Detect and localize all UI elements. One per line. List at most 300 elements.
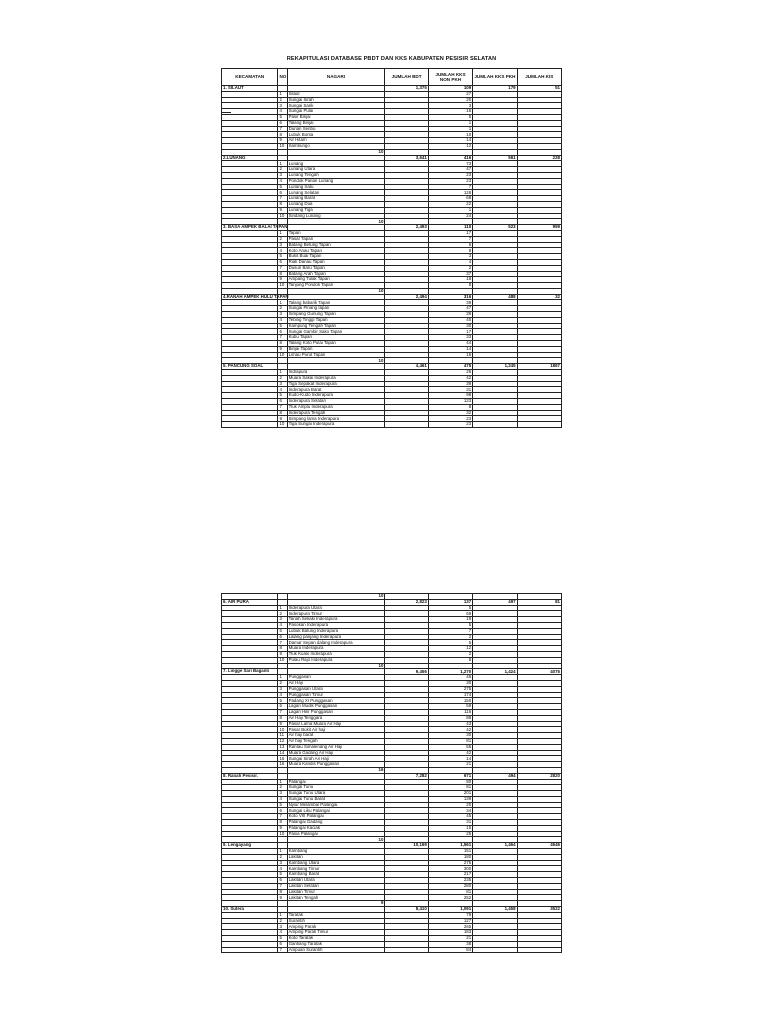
kks-non-pkh-value: 19: [428, 617, 472, 623]
nagari-name: Lunang Selatan: [287, 190, 385, 196]
kks-non-pkh-value: 17: [428, 230, 472, 236]
nagari-no: 5: [278, 114, 287, 120]
jumlah-kks-non-pkh-value: 416: [428, 155, 472, 161]
nagari-no: 2: [278, 611, 287, 617]
nagari-name: Air Hitam: [287, 138, 385, 144]
nagari-no: 9: [278, 207, 287, 213]
jumlah-kks-non-pkh-value: 1,270: [428, 669, 472, 675]
nagari-no: 16: [278, 762, 287, 768]
kks-non-pkh-value: 7: [428, 184, 472, 190]
nagari-name: Sungai Pinang tapan: [287, 306, 385, 312]
nagari-name: Punggasan: [287, 675, 385, 681]
nagari-name: Muara Gadang Air Haji: [287, 750, 385, 756]
nagari-name: Palangai Gadang: [287, 820, 385, 826]
jumlah-kis-value: 228: [517, 155, 561, 161]
kks-non-pkh-value: 23: [428, 172, 472, 178]
nagari-name: Inderapura Barat: [287, 387, 385, 393]
nagari-name: Talang Binjai: [287, 120, 385, 126]
nagari-no: 1: [278, 370, 287, 376]
nagari-count: 10: [287, 837, 385, 843]
nagari-name: Tanjung Pondok Tapan: [287, 283, 385, 289]
nagari-no: 8: [278, 410, 287, 416]
nagari-name: Punggasan Utara: [287, 686, 385, 692]
jumlah-kis-value: 4075: [517, 669, 561, 675]
kks-non-pkh-value: 32: [428, 410, 472, 416]
nagari-name: Sungai Gambir Sako Tapan: [287, 329, 385, 335]
nagari-no: 2: [278, 785, 287, 791]
nagari-no: 2: [278, 918, 287, 924]
kks-non-pkh-value: 42: [428, 750, 472, 756]
nagari-count: 10: [287, 288, 385, 294]
nagari-name: Lunang Satu: [287, 184, 385, 190]
kks-non-pkh-value: 55: [428, 744, 472, 750]
nagari-no: 8: [278, 341, 287, 347]
kks-non-pkh-value: 45: [428, 814, 472, 820]
jumlah-kis-value: 4546: [517, 843, 561, 849]
nagari-no: 14: [278, 750, 287, 756]
kks-non-pkh-value: 3: [428, 254, 472, 260]
nagari-name: Muara Sakai Inderapura: [287, 375, 385, 381]
recap-table-page-2: [221, 593, 562, 953]
kks-non-pkh-value: 252: [428, 895, 472, 901]
kks-non-pkh-value: 183: [428, 930, 472, 936]
nagari-no: 3: [278, 617, 287, 623]
nagari-no: 5: [278, 254, 287, 260]
header-kecamatan: KECAMATAN: [222, 69, 278, 86]
kks-non-pkh-value: 150: [428, 698, 472, 704]
nagari-name: Sungai Sirah: [287, 97, 385, 103]
jumlah-bdt-value: 2,823: [385, 599, 428, 605]
nagari-name: Lakitan Timur: [287, 889, 385, 895]
table-body-page-1: [222, 86, 562, 428]
kks-non-pkh-value: 265: [428, 924, 472, 930]
nagari-name: Taratak: [287, 912, 385, 918]
nagari-name: Punggasan Timur: [287, 692, 385, 698]
kecamatan-cell: [222, 947, 278, 953]
kecamatan-name: 3. BASA AMPEK BALAI TAPAN: [223, 224, 288, 230]
nagari-no: 10: [278, 283, 287, 289]
jumlah-kks-non-pkh-value: 316: [428, 294, 472, 300]
nagari-no: 6: [278, 190, 287, 196]
nagari-name: Pasia Palangai: [287, 831, 385, 837]
nagari-no: 10: [278, 143, 287, 149]
nagari-no: 2: [278, 97, 287, 103]
nagari-name: Nyiur Melambai Palangai: [287, 802, 385, 808]
nagari-no: 4: [278, 692, 287, 698]
jumlah-bdt-value: 1,375: [385, 86, 428, 92]
nagari-no: 7: [278, 265, 287, 271]
nagari-name: Pasokan Inderapura: [287, 622, 385, 628]
kks-non-pkh-value: 12: [428, 143, 472, 149]
nagari-name: Riak Danau Tapan: [287, 259, 385, 265]
kecamatan-name: 6. AIR PURA: [222, 599, 278, 605]
kks-non-pkh-value: 280: [428, 883, 472, 889]
kks-non-pkh-value: 116: [428, 709, 472, 715]
nagari-name: Lalang panjang Inderapura: [287, 634, 385, 640]
kks-non-pkh-value: 43: [428, 721, 472, 727]
nagari-count: 9: [287, 901, 385, 907]
nagari-no: 10: [278, 831, 287, 837]
kks-non-pkh-value: 84: [428, 947, 472, 953]
jumlah-kis-value: 32: [517, 294, 561, 300]
nagari-name: Kambang Timur: [287, 866, 385, 872]
nagari-no: 1: [278, 91, 287, 97]
nagari-name: Batang Betung Tapan: [287, 242, 385, 248]
kks-non-pkh-value: 30: [428, 733, 472, 739]
kks-non-pkh-value: 2: [428, 634, 472, 640]
nagari-no: 3: [278, 381, 287, 387]
nagari-count: 10: [287, 663, 385, 669]
nagari-no: 10: [278, 657, 287, 663]
jumlah-kis-value: 959: [517, 225, 561, 231]
nagari-no: 5: [278, 628, 287, 634]
kks-non-pkh-value: 14: [428, 138, 472, 144]
nagari-name: Bukit Buai Tapan: [287, 254, 385, 260]
nagari-name: Sungai Tunu: [287, 785, 385, 791]
nagari-name: Lagan Mudik Punggasan: [287, 704, 385, 710]
kks-non-pkh-value: 34: [428, 808, 472, 814]
kks-non-pkh-value: 18: [428, 277, 472, 283]
jumlah-kks-non-pkh-value: 475: [428, 364, 472, 370]
nagari-no: 3: [278, 924, 287, 930]
nagari-no: 7: [278, 404, 287, 410]
nagari-no: 7: [278, 126, 287, 132]
kecamatan-cell: [222, 422, 278, 428]
nagari-name: Kambang: [287, 849, 385, 855]
nagari-no: 15: [278, 756, 287, 762]
nagari-name: Lunang Barat: [287, 196, 385, 202]
nagari-no: 7: [278, 335, 287, 341]
jumlah-bdt-value: 9,456: [385, 669, 428, 675]
kks-non-pkh-value: 5: [428, 622, 472, 628]
nagari-name: Talang babarik Tapan: [287, 300, 385, 306]
nagari-no: 3: [278, 103, 287, 109]
nagari-name: Simpang lama Inderapura: [287, 416, 385, 422]
jumlah-kks-pkh-value: 179: [473, 86, 517, 92]
nagari-no: 6: [278, 120, 287, 126]
header-jumlah-kks-pkh: JUMLAH KKS PKH: [473, 69, 517, 86]
nagari-name: Tiga Sepakat Inderapura: [287, 381, 385, 387]
kks-non-pkh-value: 81: [428, 889, 472, 895]
nagari-name: Tapan: [287, 230, 385, 236]
kks-pkh-cell: [473, 947, 517, 953]
nagari-no: 9: [278, 416, 287, 422]
kks-non-pkh-value: 23: [428, 422, 472, 428]
jumlah-bdt-value: 3,641: [385, 155, 428, 161]
jumlah-kis-value: 51: [517, 86, 561, 92]
nagari-no: 8: [278, 715, 287, 721]
nagari-name: Lakitan Utara: [287, 878, 385, 884]
nagari-name: Air Haji: [287, 680, 385, 686]
jumlah-kis-value: 81: [517, 599, 561, 605]
nagari-name: Talang Koto Pulai Tapan: [287, 341, 385, 347]
nagari-name: Koto Taratak: [287, 936, 385, 942]
nagari-name: Inderapura Utara: [287, 605, 385, 611]
kks-non-pkh-value: 47: [428, 306, 472, 312]
recap-table-page-1: [221, 68, 562, 428]
nagari-name: Kampung Tengah Tapan: [287, 323, 385, 329]
nagari-no: 6: [278, 808, 287, 814]
nagari-name: Inderapura Selatan: [287, 399, 385, 405]
nagari-no: 6: [278, 704, 287, 710]
nagari-no: 6: [278, 941, 287, 947]
kks-non-pkh-value: 81: [428, 738, 472, 744]
kks-non-pkh-value: 15: [428, 352, 472, 358]
kks-non-pkh-value: 10: [428, 132, 472, 138]
jumlah-kks-pkh-value: 523: [473, 225, 517, 231]
nagari-no: 5: [278, 393, 287, 399]
nagari-no: 11: [278, 733, 287, 739]
nagari-name: Inderapura Timur: [287, 611, 385, 617]
kks-non-pkh-value: 47: [428, 167, 472, 173]
kecamatan-name: 8. Ranah Pesisir.: [222, 773, 278, 779]
nagari-name: Lunang Dua: [287, 201, 385, 207]
kks-non-pkh-value: 2: [428, 651, 472, 657]
kks-non-pkh-value: 44: [428, 341, 472, 347]
header-jumlah-kks-non-pkh: JUMLAH KKS NON PKH: [428, 69, 472, 86]
nagari-no: 10: [278, 352, 287, 358]
nagari-no: 1: [278, 675, 287, 681]
jumlah-kks-non-pkh-value: 1,091: [428, 907, 472, 913]
nagari-no: 2: [278, 167, 287, 173]
kks-non-pkh-value: 42: [428, 375, 472, 381]
jumlah-bdt-value: 8,410: [385, 907, 428, 913]
nagari-no: 6: [278, 399, 287, 405]
document-title: REKAPITULASI DATABASE PBDT DAN KKS KABUPATEN PESISIR SELATAN: [286, 56, 497, 62]
nagari-no: 4: [278, 866, 287, 872]
kks-non-pkh-value: 217: [428, 872, 472, 878]
kks-non-pkh-value: 42: [428, 727, 472, 733]
header-nagari: NAGARI: [287, 69, 385, 86]
kks-non-pkh-value: 21: [428, 936, 472, 942]
nagari-count: 16: [287, 767, 385, 773]
nagari-no: 10: [278, 213, 287, 219]
jumlah-kks-pkh-value: 1,424: [473, 669, 517, 675]
nagari-no: 5: [278, 872, 287, 878]
kks-non-pkh-value: 68: [428, 196, 472, 202]
kks-non-pkh-value: 8: [428, 248, 472, 254]
kks-non-pkh-value: 31: [428, 387, 472, 393]
kks-non-pkh-value: 39: [428, 300, 472, 306]
kecamatan-name: 2.LUNANG: [222, 155, 278, 161]
nagari-no: 9: [278, 895, 287, 901]
kis-cell: [517, 422, 561, 428]
nagari-name: Pasar Lama Muara Air Haji: [287, 721, 385, 727]
kks-non-pkh-value: 73: [428, 161, 472, 167]
nagari-no: 7: [278, 709, 287, 715]
nagari-no: 9: [278, 346, 287, 352]
nagari-name: Kudo-Kudo Inderapura: [287, 393, 385, 399]
kks-non-pkh-value: 14: [428, 756, 472, 762]
kks-non-pkh-value: 275: [428, 686, 472, 692]
table-body-page-2: [222, 594, 562, 953]
kks-non-pkh-value: 300: [428, 866, 472, 872]
nagari-name: Sungai Pulai: [287, 109, 385, 115]
nagari-name: Ampang Tulak Tapan: [287, 277, 385, 283]
nagari-no: 12: [278, 738, 287, 744]
nagari-no: 8: [278, 646, 287, 652]
nagari-no: 9: [278, 825, 287, 831]
nagari-no: 10: [278, 727, 287, 733]
nagari-no: 4: [278, 317, 287, 323]
jumlah-kks-pkh-value: 494: [473, 773, 517, 779]
nagari-no: 9: [278, 651, 287, 657]
header-jumlah-bdt: JUMLAH BDT: [385, 69, 428, 86]
nagari-no: 6: [278, 329, 287, 335]
kks-non-pkh-value: 30: [428, 323, 472, 329]
nagari-name: Tanah Sekaki Inderapura: [287, 617, 385, 623]
nagari-name: Lubuk Batung Inderapura: [287, 628, 385, 634]
nagari-row: [222, 422, 562, 428]
nagari-no: 1: [278, 605, 287, 611]
nagari-name: Padang XI Punggasan: [287, 698, 385, 704]
nagari-count: 10: [287, 219, 385, 225]
kks-non-pkh-value: 81: [428, 785, 472, 791]
nagari-no: 4: [278, 622, 287, 628]
nagari-no: 3: [278, 686, 287, 692]
nagari-name: Lagan Hilir Punggasan: [287, 709, 385, 715]
nagari-name: Inderapura Tengah: [287, 410, 385, 416]
nagari-no: 8: [278, 889, 287, 895]
nagari-name: Amping Parak: [287, 924, 385, 930]
nagari-name: Lunang Tengah: [287, 172, 385, 178]
kks-non-pkh-value: 235: [428, 878, 472, 884]
nagari-count: 10: [287, 149, 385, 155]
nagari-name: Pasar Bukit Air haji: [287, 727, 385, 733]
nagari-no: 9: [278, 138, 287, 144]
kks-non-pkh-value: 98: [428, 393, 472, 399]
nagari-name: Kubu Tapan: [287, 335, 385, 341]
jumlah-kis-value: 2820: [517, 773, 561, 779]
kks-non-pkh-value: 39: [428, 312, 472, 318]
nagari-name: Surantih: [287, 918, 385, 924]
nagari-no: 2: [278, 306, 287, 312]
kks-pkh-cell: [473, 422, 517, 428]
kks-non-pkh-value: 1: [428, 120, 472, 126]
nagari-no: 9: [278, 721, 287, 727]
bdt-cell: [385, 947, 428, 953]
kks-non-pkh-value: 5: [428, 114, 472, 120]
jumlah-kks-non-pkh-value: 671: [428, 773, 472, 779]
nagari-name: Gantiang Taratak: [287, 941, 385, 947]
nagari-no: 5: [278, 698, 287, 704]
nagari-name: Air Haji Tenggara: [287, 715, 385, 721]
jumlah-kis-value: 3522: [517, 907, 561, 913]
nagari-no: 4: [278, 109, 287, 115]
nagari-no: 4: [278, 930, 287, 936]
kks-non-pkh-value: 79: [428, 912, 472, 918]
kks-non-pkh-value: 27: [428, 91, 472, 97]
kks-non-pkh-value: 1: [428, 126, 472, 132]
nagari-no: 8: [278, 132, 287, 138]
jumlah-kks-pkh-value: 497: [473, 599, 517, 605]
nagari-no: 13: [278, 744, 287, 750]
nagari-name: Batang Arah Tapan: [287, 271, 385, 277]
kks-non-pkh-value: 39: [428, 381, 472, 387]
nagari-name: Lunang Tiga: [287, 207, 385, 213]
nagari-name: Sambungo: [287, 143, 385, 149]
nagari-name: Tluk Kualo Inderapura: [287, 651, 385, 657]
kks-non-pkh-value: 59: [428, 704, 472, 710]
kks-non-pkh-value: 7: [428, 236, 472, 242]
kks-non-pkh-value: 6: [428, 242, 472, 248]
kks-non-pkh-value: 23: [428, 416, 472, 422]
kks-non-pkh-value: 14: [428, 346, 472, 352]
nagari-name: Lunang: [287, 161, 385, 167]
nagari-no: 10: [278, 422, 287, 428]
nagari-no: 5: [278, 936, 287, 942]
kecamatan-name: 9. Lengayang: [222, 843, 278, 849]
kks-non-pkh-value: 33: [428, 335, 472, 341]
kks-non-pkh-value: 7: [428, 628, 472, 634]
kks-non-pkh-value: 174: [428, 692, 472, 698]
kecamatan-name: 4.RANAH AMPEK HULU TAPAN: [223, 293, 289, 299]
nagari-no: 1: [278, 912, 287, 918]
nagari-name: Tluk Amplu Inderapura: [287, 404, 385, 410]
nagari-no: 1: [278, 300, 287, 306]
nagari-no: 7: [278, 947, 287, 953]
kks-non-pkh-value: 2: [428, 265, 472, 271]
nagari-no: 2: [278, 680, 287, 686]
nagari-name: Palangai Kaciak: [287, 825, 385, 831]
kks-non-pkh-value: 123: [428, 399, 472, 405]
header-jumlah-kis: JUMLAH KIS: [517, 69, 561, 86]
kecamatan-name: 1. SILAUT: [222, 86, 278, 92]
nagari-name: Muara Kandis Punggasan: [287, 762, 385, 768]
nagari-name: Simpang Gunung Tapan: [287, 312, 385, 318]
nagari-row: [222, 947, 562, 953]
nagari-name: Pasir Binjai: [287, 114, 385, 120]
nagari-no: 3: [278, 860, 287, 866]
kks-non-pkh-value: 5: [428, 605, 472, 611]
jumlah-kis-value: 1867: [517, 364, 561, 370]
nagari-name: Ampuan Surantih: [287, 947, 385, 953]
nagari-no: 5: [278, 184, 287, 190]
nagari-no: 8: [278, 820, 287, 826]
kks-non-pkh-value: 8: [428, 657, 472, 663]
jumlah-bdt-value: 10,169: [385, 843, 428, 849]
nagari-name: Air haji barat: [287, 733, 385, 739]
nagari-no: 6: [278, 878, 287, 884]
nagari-name: Tebing Tinggi Tapan: [287, 317, 385, 323]
nagari-no: 2: [278, 375, 287, 381]
kks-non-pkh-value: 180: [428, 854, 472, 860]
kks-non-pkh-value: 17: [428, 329, 472, 335]
kks-non-pkh-value: 23: [428, 178, 472, 184]
kks-non-pkh-value: 69: [428, 611, 472, 617]
kecamatan-name: 5. PANCUNG SOAL: [222, 364, 278, 370]
kks-non-pkh-value: 25: [428, 831, 472, 837]
nagari-no: 1: [278, 161, 287, 167]
nagari-no: 7: [278, 883, 287, 889]
kks-non-pkh-value: 127: [428, 918, 472, 924]
nagari-no: 2: [278, 854, 287, 860]
nagari-name: Rantau Simalenang Air Haji: [287, 744, 385, 750]
kks-non-pkh-value: 26: [428, 370, 472, 376]
nagari-name: Koto Anau Tapan: [287, 248, 385, 254]
nagari-no: 7: [278, 640, 287, 646]
kks-non-pkh-value: 38: [428, 941, 472, 947]
kecamatan-name: 10. Sutera: [222, 907, 278, 913]
nagari-name: Pondok Parian Lunang: [287, 178, 385, 184]
kks-non-pkh-value: 139: [428, 796, 472, 802]
nagari-name: Pulau Rajo Inderapura: [287, 657, 385, 663]
nagari-name: Limau Purut Tapan: [287, 352, 385, 358]
jumlah-kks-pkh-value: 488: [473, 294, 517, 300]
nagari-no: 1: [278, 230, 287, 236]
nagari-name: Kambang Utara: [287, 860, 385, 866]
kks-non-pkh-value: 151: [428, 849, 472, 855]
